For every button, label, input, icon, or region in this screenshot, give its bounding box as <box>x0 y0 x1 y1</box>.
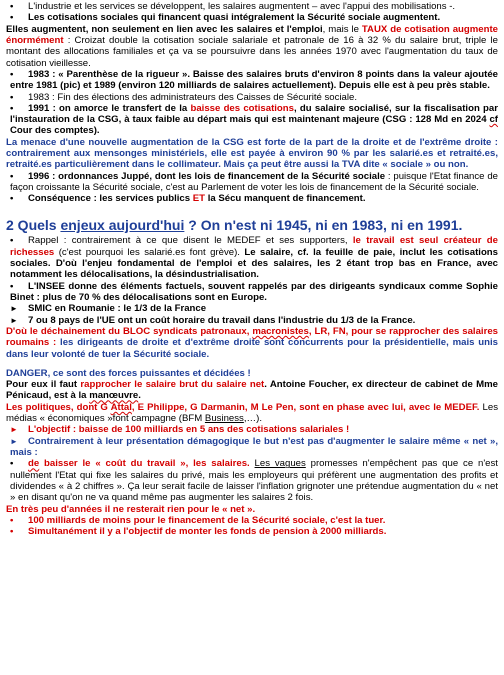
paragraph-contrairement: ► Contrairement à leur présentation démagogique le but n'est pas d'augmenter le salaire même « net », mais : <box>6 436 498 459</box>
paragraph-politiques: Les politiques, dont G Attal, E Philippe, G Darmanin, M Le Pen, sont en phase avec lui, avec le MEDEF. Les médias « économiques »font campagne (BFM Business,…). <box>6 401 498 425</box>
paragraph-net: En très peu d'années il ne resterait rien pour le « net ». <box>6 503 256 515</box>
paragraph-bloc: D'où le déchainement du BLOC syndicats patronaux, macronistes, LR, FN, pour se rapprocher des salaires roumains : les dirigeants de droite et d'extrême droite sont concurrents pour la présidentielle, mais unis dans leur volonté de tuer la Sécurité sociale. <box>6 325 498 360</box>
paragraph-cotisations: • Les cotisations sociales qui financent quasi intégralement la Sécurité sociale augmentent. <box>6 12 498 23</box>
paragraph-cout-horaire: ► 7 ou 8 pays de l'UE ont un coût horaire du travail dans l'industrie du 1/3 de la France. <box>6 315 498 326</box>
paragraph-objectif: ► L'objectif : baisse de 100 milliards en 5 ans des cotisations salariales ! <box>6 424 498 435</box>
paragraph-smic-roumanie: ► SMIC en Roumanie : le 1/3 de la France <box>6 303 498 314</box>
paragraph-rappel: • Rappel : contrairement à ce que disent le MEDEF et ses supporters, le travail est seul créateur de richesses (c'est pourquoi les salarié.es font grève). Le salaire, cf. la feuille de paie, inclut les cotisations sociales. D'où l'enjeu fondamental de l'emploi et des salaires, les 2 étant trop bas en France, avec notamment les délocalisations, la désindustrialisation. <box>6 235 498 280</box>
paragraph-1983-rigueur: • 1983 : « Parenthèse de la rigueur ». Baisse des salaires bruts d'environ 8 points dans la valeur ajoutée entre 1981 (pic) et 1989 (environ 120 milliards de salaires actuellement). Depuis elle est à peu près stable. <box>6 69 498 92</box>
paragraph-1996-juppe: • 1996 : ordonnances Juppé, dont les lois de financement de la Sécurité sociale : puisque l'Etat finance de façon croissante la Sécurité sociale, c'est au Parlement de voter les lois de financement de la Sécurité sociale. <box>6 171 498 194</box>
paragraph-csg-threat: La menace d'une nouvelle augmentation de la CSG est forte de la part de la droite et de l'extrême droite : contrairement aux mensonges ministériels, elle est payée à environ 90 % par les salarié.es et retraité.es, retraité.es particulièrement dans le collimateur. Mais ça peut être aussi la TVA dite « sociale » ou non. <box>6 136 498 171</box>
paragraph-1991-csg: • 1991 : on amorce le transfert de la baisse des cotisations, du salaire socialisé, sur la fiscalisation par l'instauration de la CSG, à taux faible au départ mais qui est maintenant majeure (CSG : 128 Md en 2024 cf Cour des comptes). <box>6 103 498 137</box>
paragraph-fonds-pension: • Simultanément il y a l'objectif de monter les fonds de pension à 2000 milliards. <box>6 526 498 537</box>
paragraph-foucher: Pour eux il faut rapprocher le salaire brut du salaire net. Antoine Foucher, ex directeur de cabinet de Mme Pénicaud, est à la manœuvre. <box>6 379 498 402</box>
paragraph-danger: DANGER, ce sont des forces puissantes et décidées ! <box>6 367 251 379</box>
paragraph-1983-elections: • 1983 : Fin des élections des administrateurs des Caisses de Sécurité sociale. <box>6 92 498 103</box>
paragraph-taux: Elles augmentent, non seulement en lien avec les salaires et l'emploi, mais le TAUX de cotisation augmente énormément : Croizat double la cotisation sociale salariale et patronale de 16 à 32 % du salaire brut, triple le montant des allocations familiales et ça va se poursuivre dans les années 1970 avec l'augmentation du taux de cotisation vieillesse. <box>6 23 499 69</box>
paragraph-100-milliards: • 100 milliards de moins pour le financement de la Sécurité sociale, c'est la tuer. <box>6 515 498 526</box>
section-heading-enjeux: 2 Quels enjeux aujourd'hui ? On n'est ni 1945, ni en 1983, ni en 1991. <box>6 216 463 233</box>
paragraph-industry: • L'industrie et les services se développent, les salaires augmentent – avec l'appui des mobilisations -. <box>6 1 498 12</box>
paragraph-consequence: • Conséquence : les services publics ET la Sécu manquent de financement. <box>6 193 498 204</box>
paragraph-insee: • L'INSEE donne des éléments factuels, souvent rappelés par des dirigeants syndicaux comme Sophie Binet : plus de 70 % des délocalisations sont en Europe. <box>6 281 498 304</box>
paragraph-baisser: • de baisser le « coût du travail », les salaires. Les vagues promesses n'empêchent pas que ce n'est nullement l'Etat qui fixe les salaires du privé, mais les employeurs qui préfèrent une augmentation des profits et dividendes « à 2 chiffres ». Ça leur serait facile de laisser l'inflation grignoter une prétendue augmentation du « net » en disant qu'on ne va quand même pas augmenter les salaires 2 fois. <box>6 458 498 503</box>
